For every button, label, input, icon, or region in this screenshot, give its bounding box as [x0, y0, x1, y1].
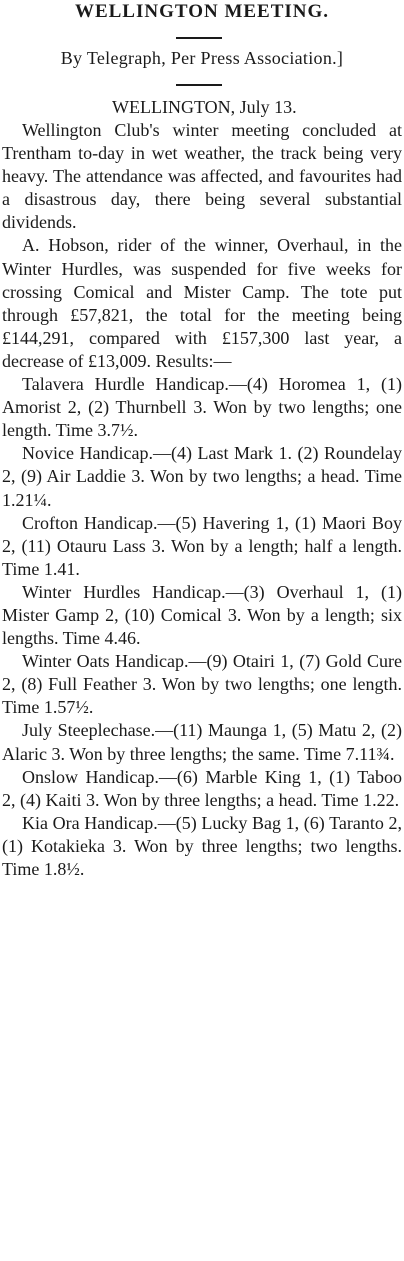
- paragraph-suspension: A. Hobson, rider of the winner, Overhaul, in the Winter Hurdles, was suspended for five weeks for crossing Comical and Mister Camp. The tote put through £57,821, the total for the meeting being £144,291, compared with £157,300 last year, a decrease of £13,009. Results:—: [2, 235, 402, 371]
- article-body: [2, 95, 402, 881]
- article-byline: By Telegraph, Per Press Association.]: [60, 48, 344, 68]
- byline-rule: [176, 84, 222, 86]
- paragraph-intro: Wellington Club's winter meeting concluded at Trentham to-day in wet weather, the track being very heavy. The attendance was affected, and favourites had a disastrous day, there being several substantial dividends.: [2, 120, 402, 233]
- result-novice-handicap: Novice Handicap.—(4) Last Mark 1. (2) Roundelay 2, (9) Air Laddie 3. Won by two lengths; a head. Time 1.21¼.: [2, 443, 402, 510]
- result-kia-ora-handicap: Kia Ora Handicap.—(5) Lucky Bag 1, (6) Taranto 2, (1) Kotakieka 3. Won by three lengths; two lengths. Time 1.8½.: [2, 812, 402, 879]
- article-headline: WELLINGTON MEETING.: [74, 1, 330, 22]
- article-dateline: WELLINGTON, July 13.: [112, 97, 297, 117]
- result-talavera-hurdle: Talavera Hurdle Handicap.—(4) Horomea 1, (1) Amorist 2, (2) Thurnbell 3. Won by two lengths; one length. Time 3.7½.: [2, 374, 402, 441]
- headline-rule: [176, 37, 222, 39]
- result-winter-oats: Winter Oats Handicap.—(9) Otairi 1, (7) Gold Cure 2, (8) Full Feather 3. Won by two lengths; one length. Time 1.57½.: [2, 651, 402, 718]
- result-crofton-handicap: Crofton Handicap.—(5) Havering 1, (1) Maori Boy 2, (11) Otauru Lass 3. Won by a length; half a length. Time 1.41.: [2, 512, 402, 579]
- result-winter-hurdles: Winter Hurdles Handicap.—(3) Overhaul 1, (1) Mister Gamp 2, (10) Comical 3. Won by a length; six lengths. Time 4.46.: [2, 581, 402, 649]
- result-onslow-handicap: Onslow Handicap.—(6) Marble King 1, (1) Taboo 2, (4) Kaiti 3. Won by three lengths; a head. Time 1.22.: [2, 766, 402, 810]
- result-july-steeplechase: July Steeplechase.—(11) Maunga 1, (5) Matu 2, (2) Alaric 3. Won by three lengths; the same. Time 7.11¾.: [2, 720, 402, 764]
